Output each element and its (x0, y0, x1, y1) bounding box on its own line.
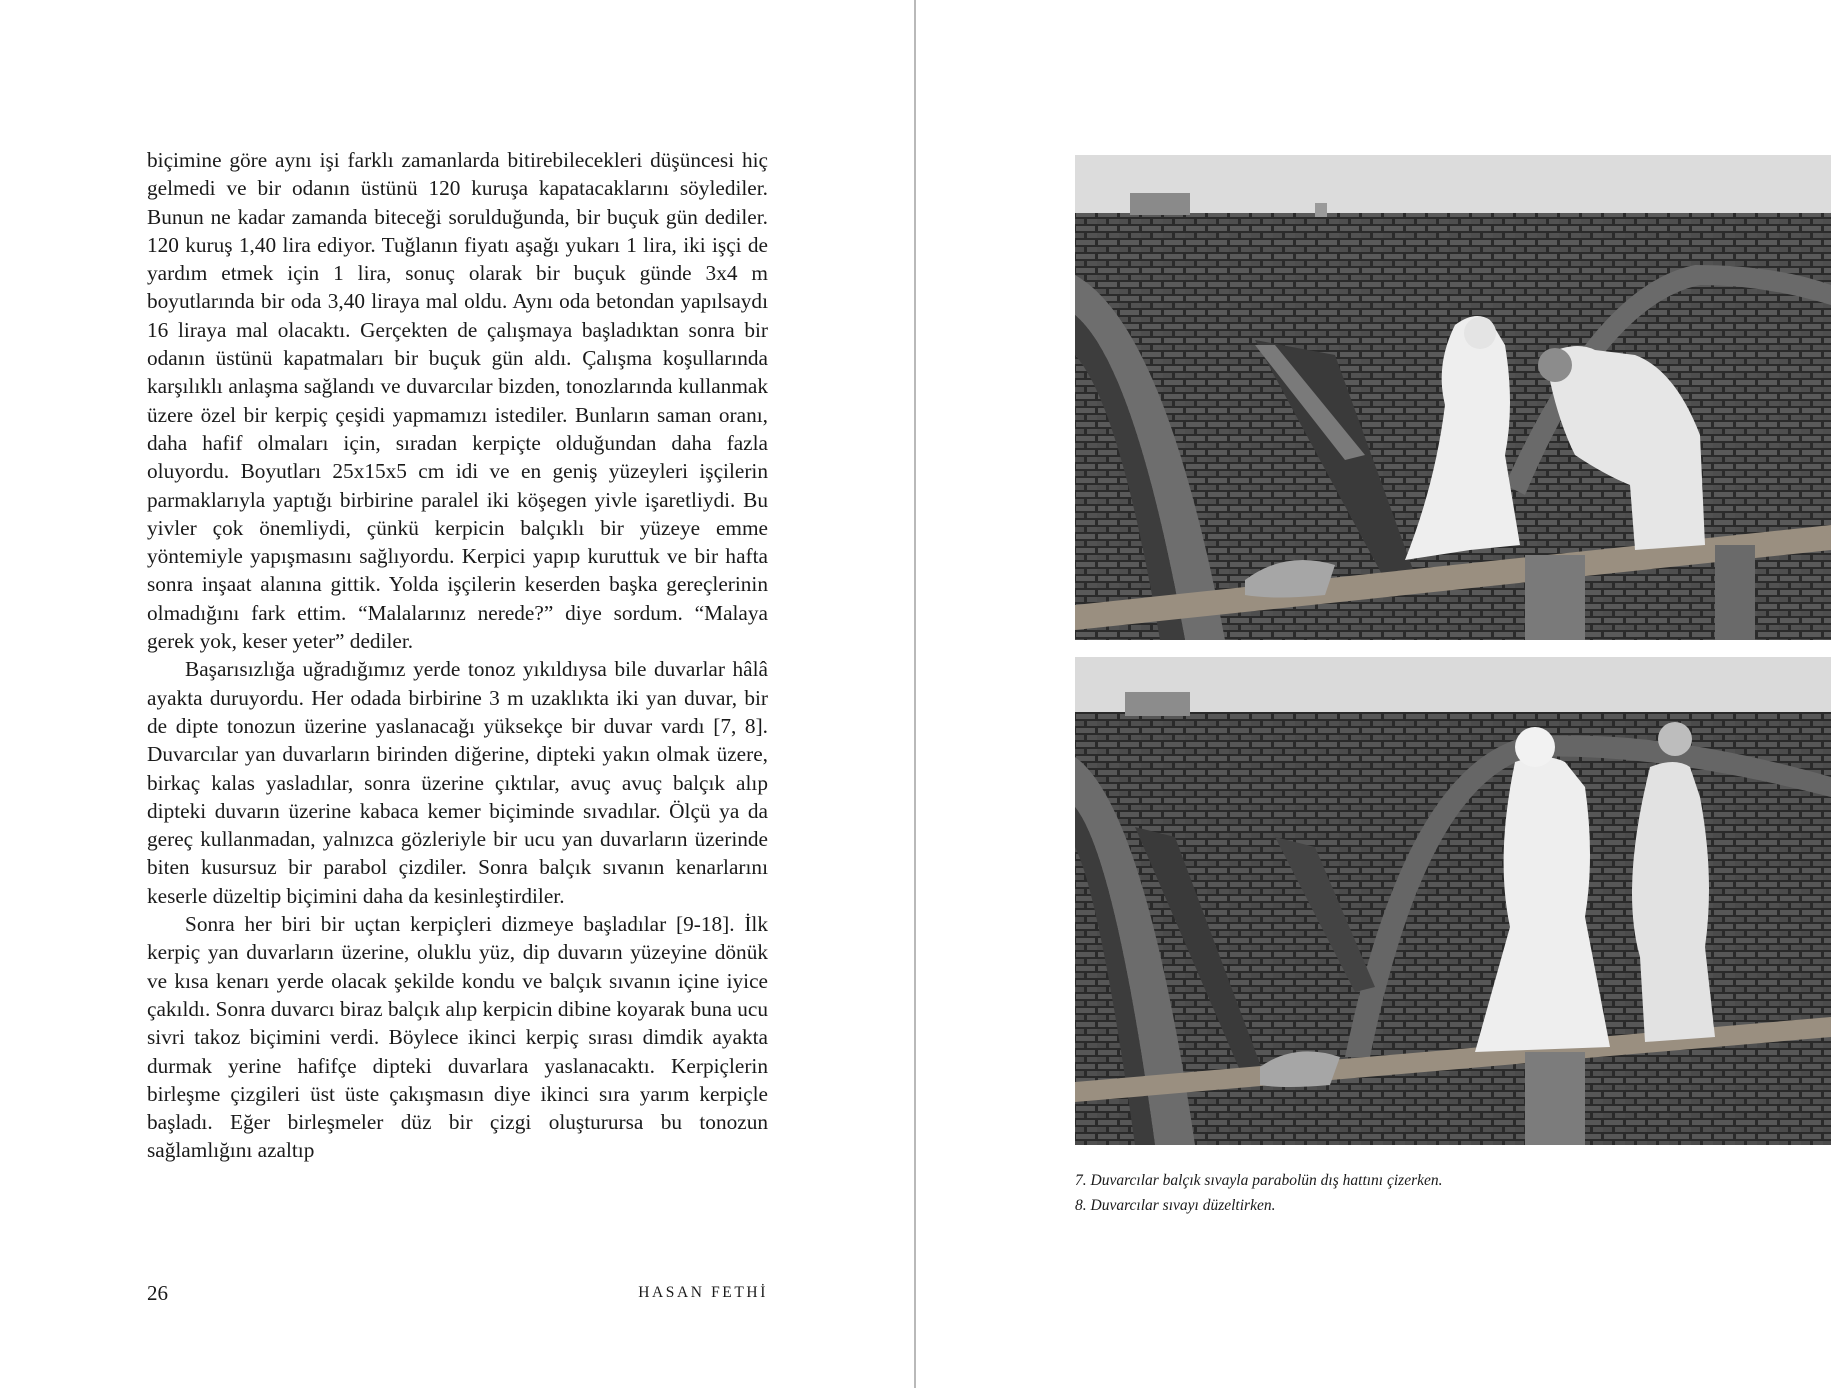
paragraph-3: Sonra her biri bir uçtan kerpiçleri dizmeye başladılar [9-18]. İlk kerpiç yan duvarların üzerine, oluklu yüz, dip duvarın yüzeyine dönük ve kısa kenarı yerde olacak şekilde kondu ve balçık sıvanın içine iyice çakıldı. Sonra duvarcı biraz balçık alıp kerpicin dibine koyarak buna ucu sivri takoz biçimini verdi. Böylece ikinci kerpiç sırası dimdik ayakta durmak yerine hafifçe dipteki duvarlara yaslanacaktı. Kerpiçlerin birleşme çizgileri üst üste çakışmasın diye ikinci sıra yarım kerpiçle başladı. Eğer birleşmeler düz bir çizgi oluşturursa bu tonozun sağlamlığını azaltıp (147, 912, 768, 1163)
body-text (147, 146, 768, 1165)
figure-8-photo (1075, 657, 1831, 1145)
paragraph-1: biçimine göre aynı işi farklı zamanlarda bitirebilecekleri düşüncesi hiç gelmedi ve bir odanın üstünü 120 kuruşa kapatacaklarını söylediler. Bunun ne kadar zamanda biteceği sorulduğunda, bir buçuk gün dediler. 120 kuruş 1,40 lira ediyor. Tuğlanın fiyatı aşağı yukarı 1 lira, iki işçi de yardım etmek için 1 lira, sonuç olarak bir buçuk günde 3x4 m boyutlarında bir oda 3,40 liraya mal oldu. Aynı oda betondan yapılsaydı 16 liraya mal olacaktı. Gerçekten de çalışmaya başladıktan sonra bir odanın üstünü kapatmaları bir buçuk gün aldı. Çalışma koşullarında karşılıklı anlaşma sağlandı ve duvarcılar bizden, tonozlarında kullanmak üzere özel bir kerpiç çeşidi yapmamızı istediler. Bunların saman oranı, daha hafif olmaları için, sıradan kerpiçte olduğundan daha fazla oluyordu. Boyutları 25x15x5 cm idi ve en geniş yüzeyleri işçilerin parmaklarıyla yaptığı birbirine paralel iki köşegen yivle işaretliydi. Bu yivler çok önemliydi, çünkü kerpicin balçıklı bir yüzeye emme yöntemiyle yapışmasını sağlıyordu. Kerpici yapıp kuruttuk ve bir hafta sonra inşaat alanına gittik. Yolda işçilerin keserden başka gereçlerinin olmadığını fark ettim. “Malalarınız nerede?” diye sordum. “Malaya gerek yok, keser yeter” dediler. (147, 148, 768, 654)
page-number: 26 (147, 1281, 168, 1305)
figure-7-photo (1075, 155, 1831, 640)
caption-figure-7: 7. Duvarcılar balçık sıvayla parabolün dış hattını çizerken. (1075, 1172, 1443, 1189)
running-head-author: HASAN FETHİ (638, 1284, 768, 1301)
caption-figure-8: 8. Duvarcılar sıvayı düzeltirken. (1075, 1197, 1276, 1214)
figure-captions (1075, 1168, 1775, 1218)
paragraph-2: Başarısızlığa uğradığımız yerde tonoz yıkıldıysa bile duvarlar hâlâ ayakta duruyordu. Her odada birbirine 3 m uzaklıkta iki yan duvar, bir de dipte tonozun üzerine yaslanacağı yüksekçe bir duvar vardı [7, 8]. Duvarcılar yan duvarların birinden diğerine, dipteki yakın olmak üzere, birkaç kalas yasladılar, sonra üzerine çıktılar, avuç avuç balçık alıp dipteki duvarın üzerine kabaca kemer biçiminde sıvadılar. Ölçü ya da gereç kullanmadan, yalnızca gözleriyle bir ucu yan duvarların üzerinde biten kusursuz bir parabol çizdiler. Sonra balçık sıvanın kenarlarını keserle düzeltip biçimini daha da kesinleştirdiler. (147, 657, 768, 908)
page-gutter (914, 0, 916, 1388)
